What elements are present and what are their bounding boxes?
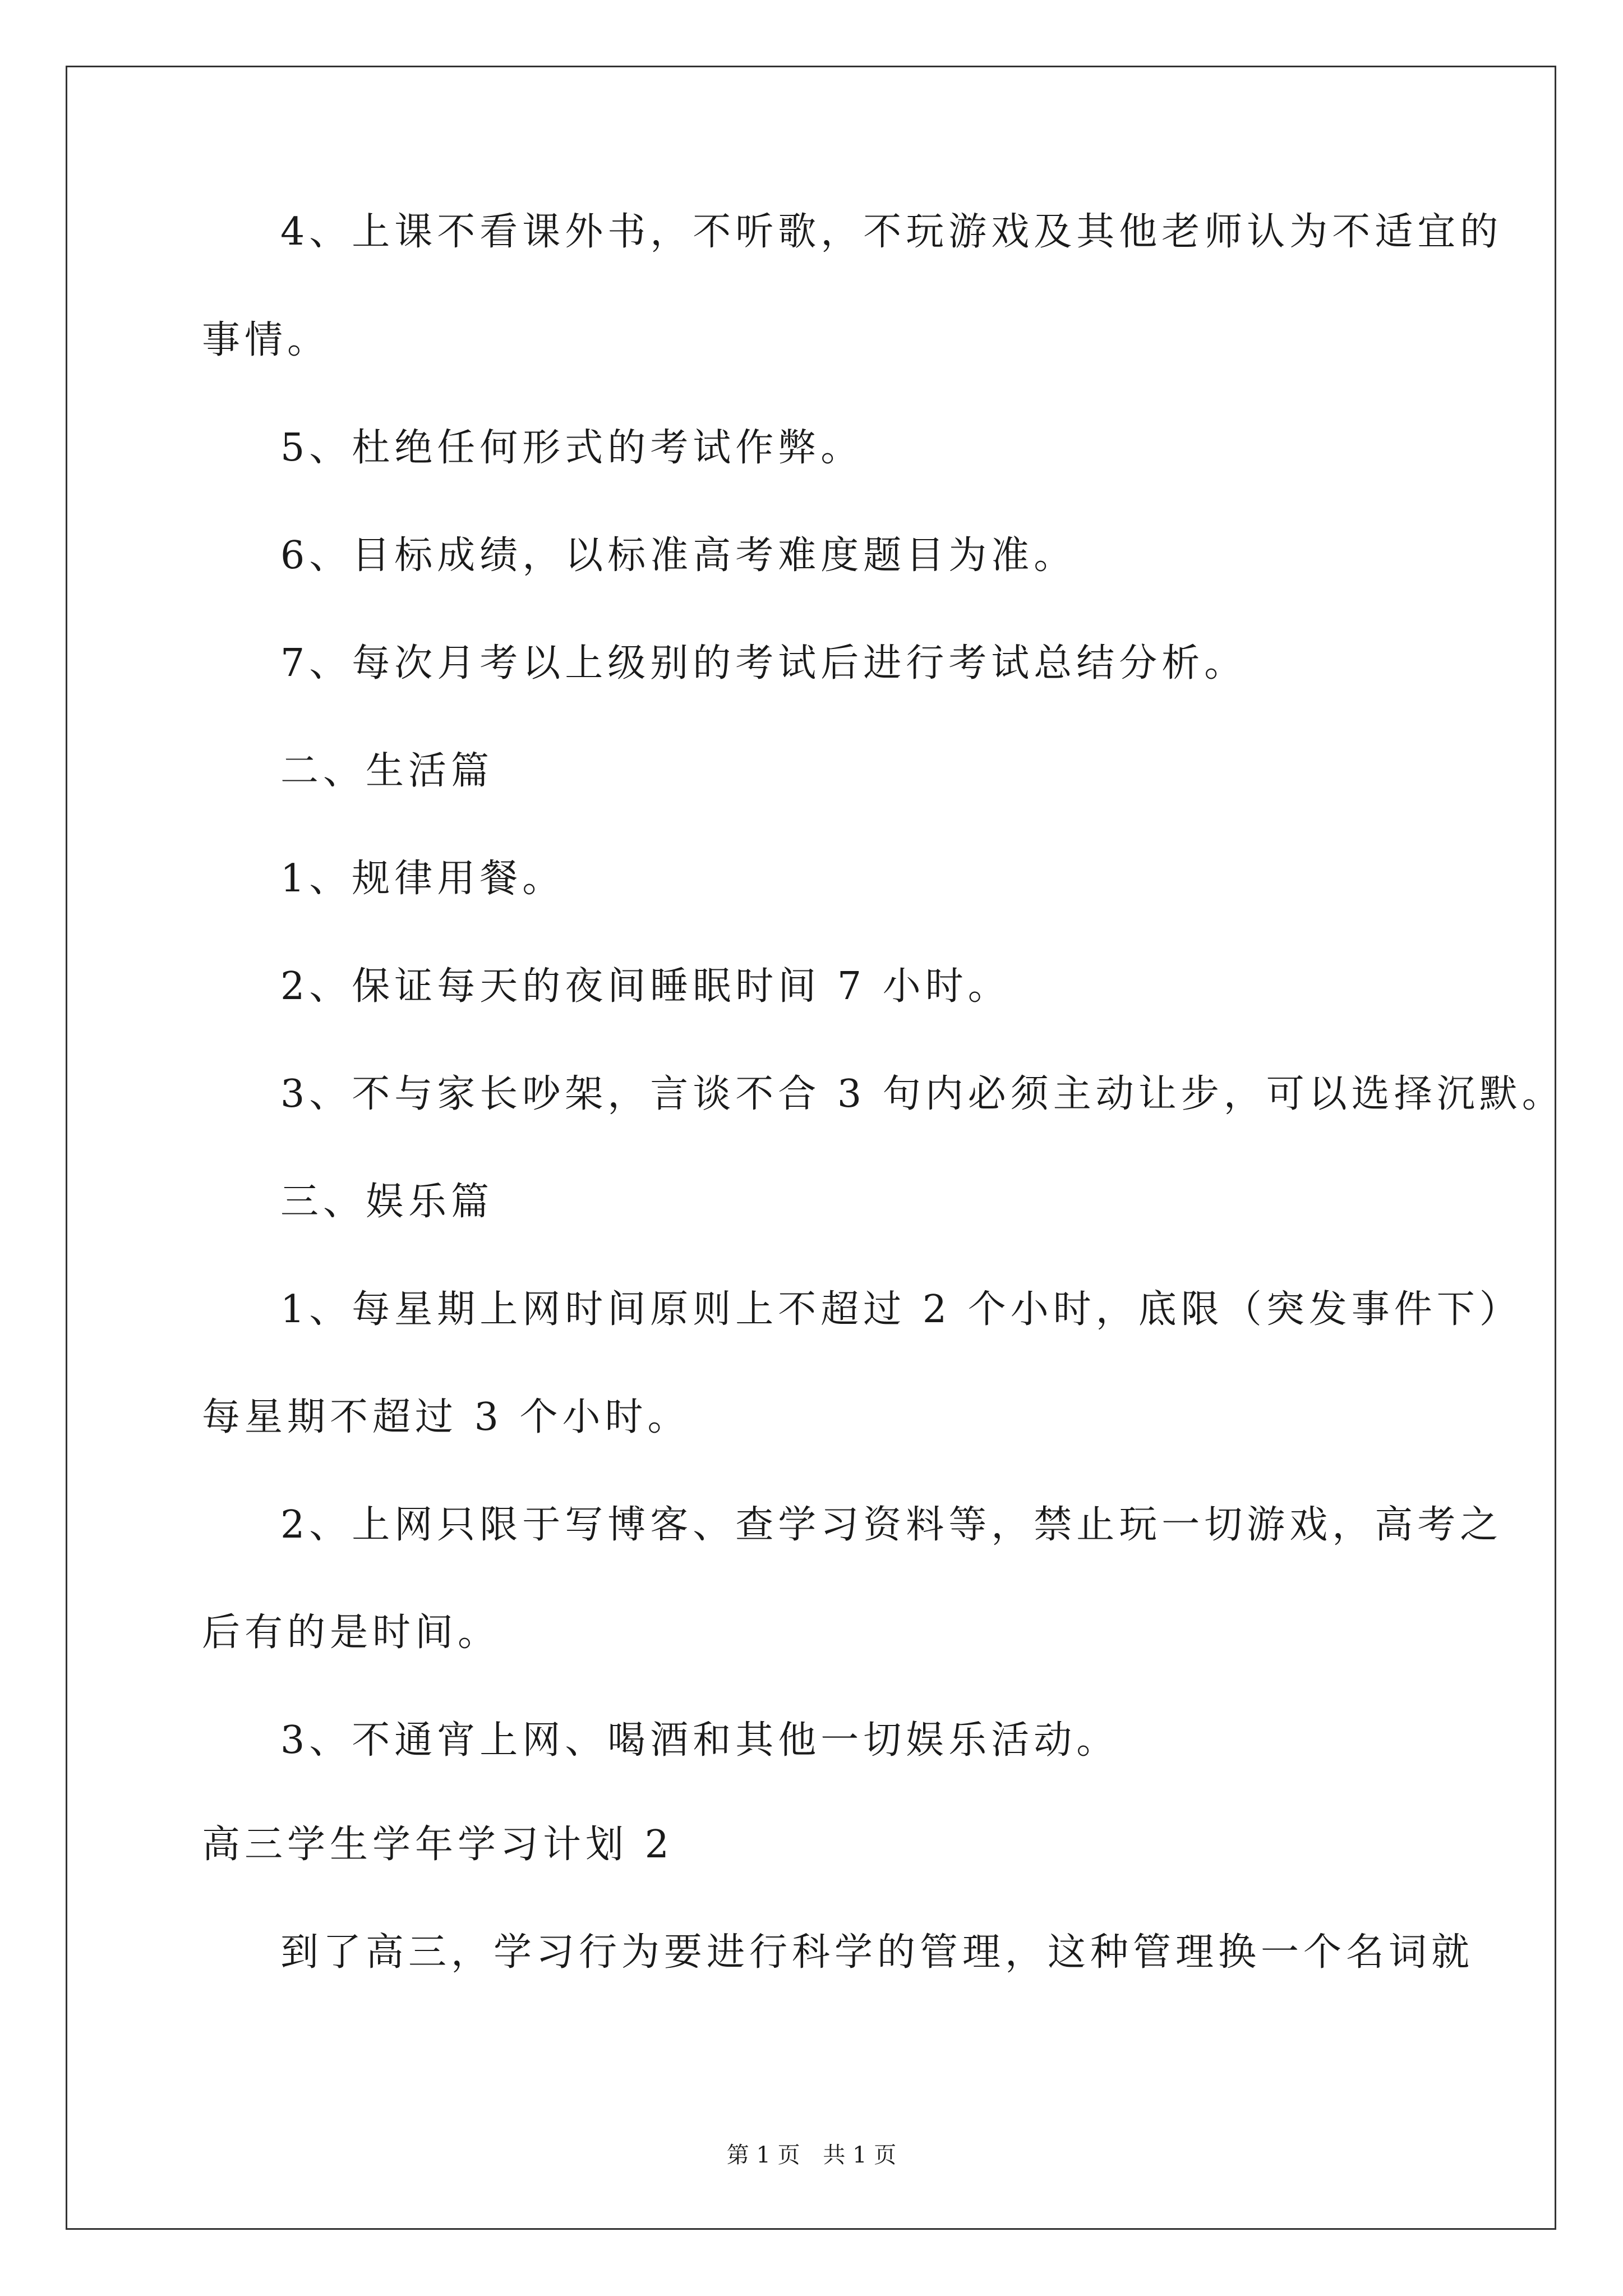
page-frame xyxy=(66,66,1556,2230)
page-number: 第 1 页 xyxy=(726,2142,800,2168)
paragraph-line: 3、不通宵上网、喝酒和其他一切娱乐活动。 xyxy=(280,1718,1119,1763)
section-heading: 二、生活篇 xyxy=(280,749,494,793)
section-heading: 三、娱乐篇 xyxy=(280,1180,494,1224)
paragraph-line: 后有的是时间。 xyxy=(202,1611,501,1655)
paragraph-line: 2、上网只限于写博客、查学习资料等，禁止玩一切游戏，高考之 xyxy=(280,1503,1503,1547)
paragraph-line: 每星期不超过 3 个小时。 xyxy=(202,1395,690,1439)
paragraph-line: 4、上课不看课外书，不听歌，不玩游戏及其他老师认为不适宜的 xyxy=(280,210,1503,254)
paragraph-line: 3、不与家长吵架，言谈不合 3 句内必须主动让步，可以选择沉默。 xyxy=(280,1072,1565,1116)
paragraph-line: 1、规律用餐。 xyxy=(280,857,565,901)
paragraph-line: 1、每星期上网时间原则上不超过 2 个小时，底限（突发事件下） xyxy=(280,1287,1522,1332)
paragraph-line: 7、每次月考以上级别的考试后进行考试总结分析。 xyxy=(280,641,1247,685)
page-footer xyxy=(0,2137,1623,2169)
paragraph-line: 2、保证每天的夜间睡眠时间 7 小时。 xyxy=(280,964,1011,1009)
page-total: 共 1 页 xyxy=(823,2142,897,2168)
paragraph-line: 到了高三，学习行为要进行科学的管理，这种管理换一个名词就 xyxy=(280,1930,1474,1975)
paragraph-line: 事情。 xyxy=(202,318,330,362)
paragraph-line: 6、目标成绩，以标准高考难度题目为准。 xyxy=(280,533,1077,578)
paragraph-line: 5、杜绝任何形式的考试作弊。 xyxy=(280,426,864,470)
document-title: 高三学生学年学习计划 2 xyxy=(202,1823,674,1867)
